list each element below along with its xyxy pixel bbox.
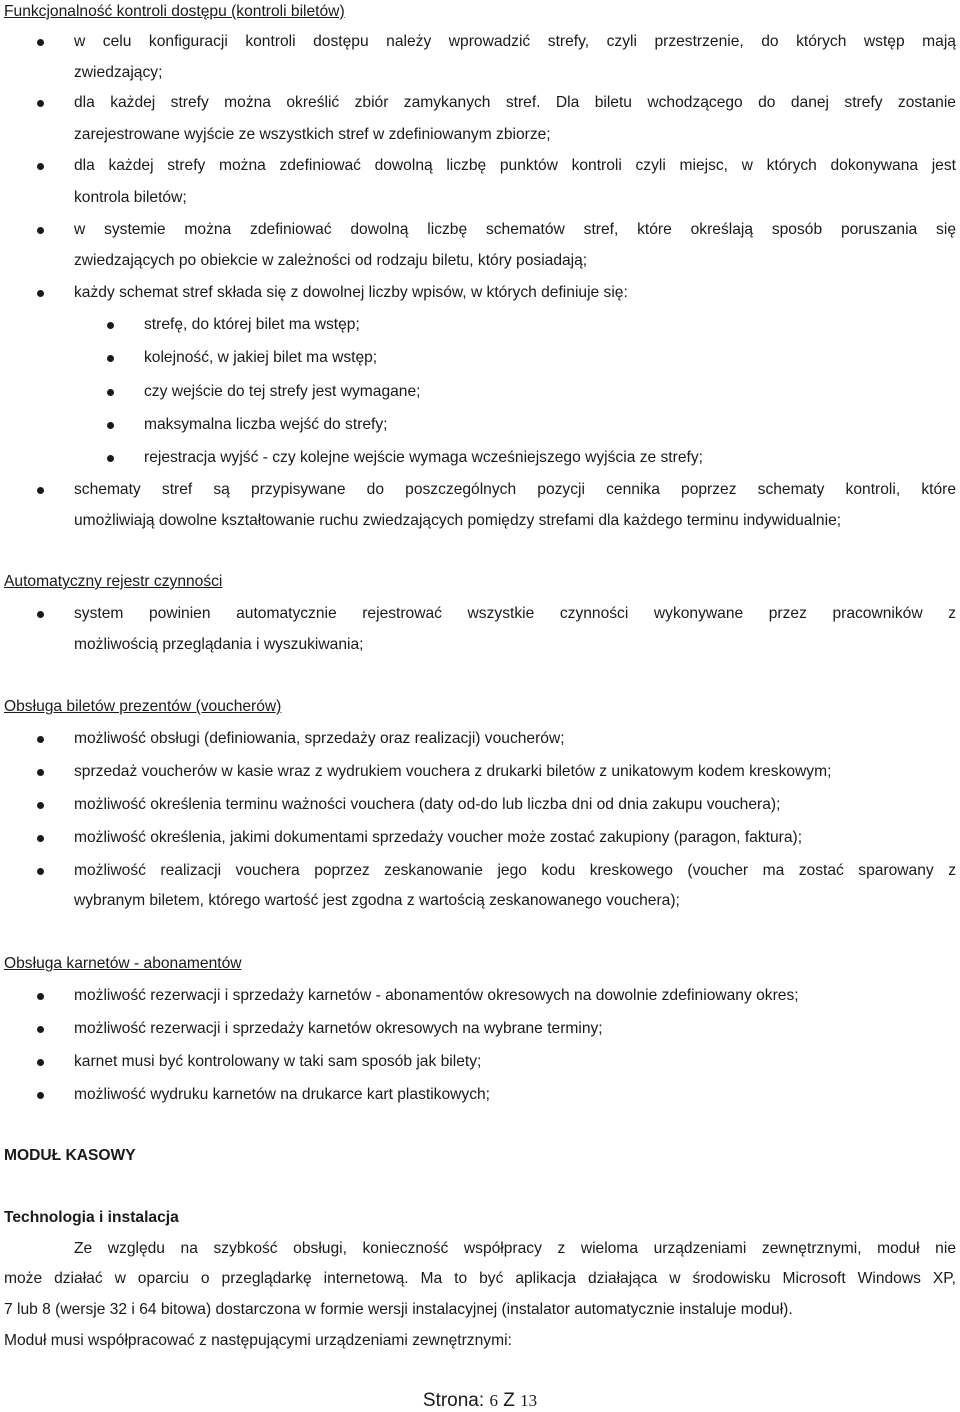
list-item-line: zwiedzających po obiekcie w zależności od rodzaju biletu, który posiadają; bbox=[74, 252, 588, 269]
list-item-line: możliwość rezerwacji i sprzedaży karnetów okresowych na wybrane terminy; bbox=[74, 1020, 603, 1037]
bullet-icon bbox=[37, 611, 44, 618]
tech-heading: Technologia i instalacja bbox=[4, 1209, 179, 1226]
bullet-icon bbox=[37, 290, 44, 297]
page-footer bbox=[0, 1390, 960, 1412]
list-item-line: możliwość rezerwacji i sprzedaży karnetów - abonamentów okresowych na dowolnie zdefiniowany okres; bbox=[74, 987, 799, 1004]
sub-list-item-line: strefę, do której bilet ma wstęp; bbox=[144, 316, 360, 333]
footer-label: Strona: bbox=[422, 1390, 485, 1411]
list-item-line: możliwość określenia, jakimi dokumentami sprzedaży voucher może zostać zakupiony (paragon, faktura); bbox=[74, 829, 803, 846]
module-title: MODUŁ KASOWY bbox=[4, 1147, 136, 1164]
list-item-line: umożliwiają dowolne kształtowanie ruchu zwiedzających pomiędzy strefami dla każdego terminu indywidualnie; bbox=[74, 512, 842, 529]
bullet-icon bbox=[37, 736, 44, 743]
bullet-icon bbox=[37, 39, 44, 46]
footer-of: Z bbox=[503, 1390, 515, 1411]
list-item-line: możliwość realizacji vouchera poprzez zeskanowanie jego kodu kreskowego (voucher ma zostać sparowany z bbox=[74, 862, 956, 879]
bullet-icon bbox=[37, 227, 44, 234]
bullet-icon bbox=[37, 835, 44, 842]
sub-list-item-line: maksymalna liczba wejść do strefy; bbox=[144, 416, 388, 433]
paragraph-line: może działać w oparciu o przeglądarkę internetową. Ma to być aplikacja działająca w środowisku Microsoft Windows XP, bbox=[4, 1270, 956, 1287]
list-item-line: zwiedzający; bbox=[74, 64, 163, 81]
list-item-line: dla każdej strefy można określić zbiór zamykanych stref. Dla biletu wchodzącego do danej strefy zostanie bbox=[74, 94, 956, 111]
list-item-line: system powinien automatycznie rejestrować wszystkie czynności wykonywane przez pracowników z bbox=[74, 605, 956, 622]
sub-bullet-icon bbox=[107, 455, 114, 462]
list-item-line: zarejestrowane wyjście ze wszystkich stref w zdefiniowanym zbiorze; bbox=[74, 126, 551, 143]
section-heading-vouchers: Obsługa biletów prezentów (voucherów) bbox=[4, 698, 282, 715]
sub-list-item-line: rejestracja wyjść - czy kolejne wejście wymaga wcześniejszego wyjścia ze strefy; bbox=[144, 449, 703, 466]
footer-page-number: 6 bbox=[489, 1391, 498, 1410]
bullet-icon bbox=[37, 868, 44, 875]
list-item-line: możliwością przeglądania i wyszukiwania; bbox=[74, 636, 364, 653]
sub-bullet-icon bbox=[107, 355, 114, 362]
list-item-line: kontrola biletów; bbox=[74, 189, 187, 206]
section-heading-passes: Obsługa karnetów - abonamentów bbox=[4, 955, 242, 972]
sub-bullet-icon bbox=[107, 322, 114, 329]
bullet-icon bbox=[37, 1026, 44, 1033]
list-item-line: w systemie można zdefiniować dowolną liczbę schematów stref, które określają sposób poruszania się bbox=[74, 221, 956, 238]
bullet-icon bbox=[37, 993, 44, 1000]
list-item-line: wybranym biletem, którego wartość jest zgodna z wartością zeskanowanego vouchera); bbox=[74, 892, 680, 909]
sub-list-item-line: czy wejście do tej strefy jest wymagane; bbox=[144, 383, 421, 400]
list-item-line: każdy schemat stref składa się z dowolnej liczby wpisów, w których definiuje się: bbox=[74, 284, 628, 301]
list-item-line: schematy stref są przypisywane do poszczególnych pozycji cennika poprzez schematy kontroli, które bbox=[74, 481, 956, 498]
bullet-icon bbox=[37, 802, 44, 809]
sub-bullet-icon bbox=[107, 389, 114, 396]
bullet-icon bbox=[37, 769, 44, 776]
paragraph-line: Ze względu na szybkość obsługi, konieczność współpracy z wieloma urządzeniami zewnętrznymi, moduł nie bbox=[74, 1240, 956, 1257]
bullet-icon bbox=[37, 163, 44, 170]
paragraph-line: Moduł musi współpracować z następującymi urządzeniami zewnętrznymi: bbox=[4, 1332, 512, 1349]
footer-total-pages: 13 bbox=[520, 1391, 538, 1410]
bullet-icon bbox=[37, 1059, 44, 1066]
list-item-line: możliwość określenia terminu ważności vouchera (daty od-do lub liczba dni od dnia zakupu vouchera); bbox=[74, 796, 781, 813]
list-item-line: dla każdej strefy można zdefiniować dowolną liczbę punktów kontroli czyli miejsc, w których dokonywana jest bbox=[74, 157, 956, 174]
list-item-line: w celu konfiguracji kontroli dostępu należy wprowadzić strefy, czyli przestrzenie, do których wstęp mają bbox=[74, 33, 956, 50]
list-item-line: sprzedaż voucherów w kasie wraz z wydrukiem vouchera z drukarki biletów z unikatowym kodem kreskowym; bbox=[74, 763, 832, 780]
section-heading-activity-log: Automatyczny rejestr czynności bbox=[4, 573, 223, 590]
sub-list-item-line: kolejność, w jakiej bilet ma wstęp; bbox=[144, 349, 378, 366]
section-heading-access-control: Funkcjonalność kontroli dostępu (kontroli biletów) bbox=[4, 3, 345, 20]
bullet-icon bbox=[37, 1092, 44, 1099]
sub-bullet-icon bbox=[107, 422, 114, 429]
list-item-line: możliwość wydruku karnetów na drukarce kart plastikowych; bbox=[74, 1086, 490, 1103]
list-item-line: karnet musi być kontrolowany w taki sam sposób jak bilety; bbox=[74, 1053, 482, 1070]
list-item-line: możliwość obsługi (definiowania, sprzedaży oraz realizacji) voucherów; bbox=[74, 730, 565, 747]
bullet-icon bbox=[37, 100, 44, 107]
paragraph-line: 7 lub 8 (wersje 32 i 64 bitowa) dostarczona w formie wersji instalacyjnej (instalator automatycznie instaluje moduł). bbox=[4, 1301, 793, 1318]
bullet-icon bbox=[37, 487, 44, 494]
